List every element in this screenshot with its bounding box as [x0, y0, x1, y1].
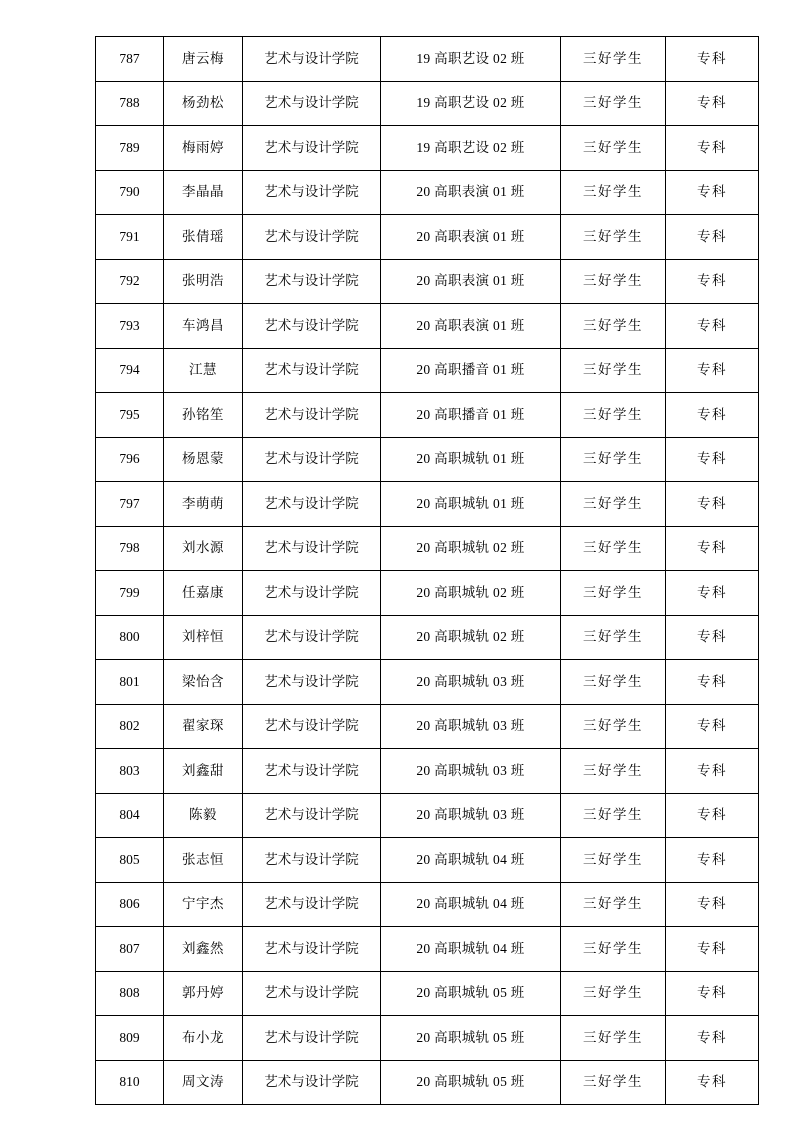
table-row — [96, 482, 759, 527]
cell-college: 艺术与设计学院 — [243, 882, 381, 927]
cell-level: 专科 — [666, 126, 759, 171]
table-row — [96, 882, 759, 927]
cell-level: 专科 — [666, 259, 759, 304]
cell-name: 唐云梅 — [164, 37, 243, 82]
cell-honor: 三好学生 — [561, 838, 666, 883]
cell-college: 艺术与设计学院 — [243, 1016, 381, 1061]
table-row — [96, 793, 759, 838]
table-row — [96, 304, 759, 349]
cell-index: 787 — [96, 37, 164, 82]
cell-college: 艺术与设计学院 — [243, 348, 381, 393]
cell-college: 艺术与设计学院 — [243, 482, 381, 527]
table-row — [96, 393, 759, 438]
cell-index: 795 — [96, 393, 164, 438]
table-row — [96, 437, 759, 482]
cell-level: 专科 — [666, 971, 759, 1016]
cell-name: 郭丹婷 — [164, 971, 243, 1016]
cell-honor: 三好学生 — [561, 348, 666, 393]
cell-name: 布小龙 — [164, 1016, 243, 1061]
table-row — [96, 927, 759, 972]
cell-index: 788 — [96, 81, 164, 126]
cell-index: 792 — [96, 259, 164, 304]
cell-index: 789 — [96, 126, 164, 171]
cell-class: 20 高职表演 01 班 — [381, 215, 561, 260]
cell-class: 19 高职艺设 02 班 — [381, 126, 561, 171]
table-row — [96, 526, 759, 571]
cell-name: 杨恩蒙 — [164, 437, 243, 482]
cell-class: 20 高职城轨 03 班 — [381, 704, 561, 749]
table-row — [96, 37, 759, 82]
table-row — [96, 348, 759, 393]
cell-index: 805 — [96, 838, 164, 883]
cell-level: 专科 — [666, 304, 759, 349]
cell-index: 798 — [96, 526, 164, 571]
cell-class: 20 高职城轨 05 班 — [381, 1016, 561, 1061]
cell-class: 20 高职城轨 03 班 — [381, 793, 561, 838]
cell-index: 809 — [96, 1016, 164, 1061]
cell-honor: 三好学生 — [561, 259, 666, 304]
cell-honor: 三好学生 — [561, 304, 666, 349]
cell-index: 801 — [96, 660, 164, 705]
cell-level: 专科 — [666, 348, 759, 393]
cell-level: 专科 — [666, 437, 759, 482]
cell-class: 20 高职城轨 04 班 — [381, 838, 561, 883]
table-row — [96, 215, 759, 260]
cell-name: 张倩瑶 — [164, 215, 243, 260]
cell-class: 20 高职城轨 03 班 — [381, 660, 561, 705]
cell-college: 艺术与设计学院 — [243, 437, 381, 482]
cell-level: 专科 — [666, 215, 759, 260]
table-row — [96, 660, 759, 705]
cell-index: 803 — [96, 749, 164, 794]
cell-college: 艺术与设计学院 — [243, 215, 381, 260]
cell-college: 艺术与设计学院 — [243, 304, 381, 349]
cell-class: 20 高职播音 01 班 — [381, 393, 561, 438]
cell-level: 专科 — [666, 81, 759, 126]
cell-level: 专科 — [666, 793, 759, 838]
cell-index: 806 — [96, 882, 164, 927]
table-row — [96, 749, 759, 794]
cell-name: 张明浩 — [164, 259, 243, 304]
cell-college: 艺术与设计学院 — [243, 81, 381, 126]
table-row — [96, 126, 759, 171]
cell-honor: 三好学生 — [561, 215, 666, 260]
student-honor-table — [95, 36, 759, 1105]
cell-index: 800 — [96, 615, 164, 660]
cell-index: 796 — [96, 437, 164, 482]
cell-name: 江慧 — [164, 348, 243, 393]
table-row — [96, 1060, 759, 1105]
cell-honor: 三好学生 — [561, 482, 666, 527]
cell-honor: 三好学生 — [561, 1016, 666, 1061]
cell-name: 梅雨婷 — [164, 126, 243, 171]
cell-name: 刘鑫甜 — [164, 749, 243, 794]
cell-level: 专科 — [666, 749, 759, 794]
cell-index: 794 — [96, 348, 164, 393]
cell-name: 张志恒 — [164, 838, 243, 883]
table-body — [96, 37, 759, 1105]
cell-index: 808 — [96, 971, 164, 1016]
cell-college: 艺术与设计学院 — [243, 749, 381, 794]
cell-class: 20 高职表演 01 班 — [381, 170, 561, 215]
cell-honor: 三好学生 — [561, 704, 666, 749]
cell-name: 周文涛 — [164, 1060, 243, 1105]
cell-honor: 三好学生 — [561, 749, 666, 794]
cell-class: 20 高职城轨 05 班 — [381, 1060, 561, 1105]
cell-name: 孙铭笙 — [164, 393, 243, 438]
cell-college: 艺术与设计学院 — [243, 259, 381, 304]
cell-honor: 三好学生 — [561, 170, 666, 215]
cell-college: 艺术与设计学院 — [243, 393, 381, 438]
table-row — [96, 615, 759, 660]
table-row — [96, 259, 759, 304]
cell-class: 20 高职表演 01 班 — [381, 304, 561, 349]
cell-college: 艺术与设计学院 — [243, 927, 381, 972]
cell-college: 艺术与设计学院 — [243, 793, 381, 838]
cell-college: 艺术与设计学院 — [243, 126, 381, 171]
cell-level: 专科 — [666, 37, 759, 82]
cell-college: 艺术与设计学院 — [243, 615, 381, 660]
cell-name: 车鸿昌 — [164, 304, 243, 349]
cell-honor: 三好学生 — [561, 37, 666, 82]
cell-college: 艺术与设计学院 — [243, 1060, 381, 1105]
cell-class: 20 高职城轨 05 班 — [381, 971, 561, 1016]
table-row — [96, 170, 759, 215]
cell-class: 20 高职表演 01 班 — [381, 259, 561, 304]
cell-index: 799 — [96, 571, 164, 616]
cell-name: 宁宇杰 — [164, 882, 243, 927]
cell-level: 专科 — [666, 615, 759, 660]
cell-level: 专科 — [666, 882, 759, 927]
cell-honor: 三好学生 — [561, 81, 666, 126]
cell-name: 刘梓恒 — [164, 615, 243, 660]
cell-index: 793 — [96, 304, 164, 349]
cell-name: 刘鑫然 — [164, 927, 243, 972]
cell-class: 20 高职城轨 04 班 — [381, 882, 561, 927]
cell-honor: 三好学生 — [561, 882, 666, 927]
cell-class: 20 高职播音 01 班 — [381, 348, 561, 393]
cell-college: 艺术与设计学院 — [243, 170, 381, 215]
table-row — [96, 971, 759, 1016]
cell-honor: 三好学生 — [561, 393, 666, 438]
cell-level: 专科 — [666, 526, 759, 571]
cell-honor: 三好学生 — [561, 437, 666, 482]
cell-level: 专科 — [666, 838, 759, 883]
cell-class: 20 高职城轨 01 班 — [381, 437, 561, 482]
cell-level: 专科 — [666, 170, 759, 215]
cell-college: 艺术与设计学院 — [243, 704, 381, 749]
cell-name: 杨劲松 — [164, 81, 243, 126]
table-row — [96, 571, 759, 616]
cell-honor: 三好学生 — [561, 571, 666, 616]
cell-level: 专科 — [666, 660, 759, 705]
cell-class: 20 高职城轨 01 班 — [381, 482, 561, 527]
cell-college: 艺术与设计学院 — [243, 838, 381, 883]
cell-level: 专科 — [666, 927, 759, 972]
cell-name: 梁怡含 — [164, 660, 243, 705]
cell-honor: 三好学生 — [561, 660, 666, 705]
cell-level: 专科 — [666, 393, 759, 438]
cell-class: 19 高职艺设 02 班 — [381, 37, 561, 82]
cell-level: 专科 — [666, 1060, 759, 1105]
cell-college: 艺术与设计学院 — [243, 660, 381, 705]
table-row — [96, 704, 759, 749]
cell-level: 专科 — [666, 1016, 759, 1061]
cell-index: 810 — [96, 1060, 164, 1105]
cell-honor: 三好学生 — [561, 126, 666, 171]
cell-honor: 三好学生 — [561, 793, 666, 838]
cell-class: 20 高职城轨 02 班 — [381, 571, 561, 616]
cell-honor: 三好学生 — [561, 927, 666, 972]
cell-class: 20 高职城轨 03 班 — [381, 749, 561, 794]
cell-honor: 三好学生 — [561, 1060, 666, 1105]
cell-college: 艺术与设计学院 — [243, 571, 381, 616]
cell-index: 790 — [96, 170, 164, 215]
cell-name: 李晶晶 — [164, 170, 243, 215]
cell-index: 804 — [96, 793, 164, 838]
cell-index: 791 — [96, 215, 164, 260]
cell-level: 专科 — [666, 482, 759, 527]
cell-college: 艺术与设计学院 — [243, 526, 381, 571]
cell-index: 797 — [96, 482, 164, 527]
cell-level: 专科 — [666, 704, 759, 749]
table-row — [96, 81, 759, 126]
table-row — [96, 838, 759, 883]
cell-index: 802 — [96, 704, 164, 749]
cell-class: 19 高职艺设 02 班 — [381, 81, 561, 126]
cell-index: 807 — [96, 927, 164, 972]
cell-honor: 三好学生 — [561, 526, 666, 571]
cell-name: 翟家琛 — [164, 704, 243, 749]
cell-class: 20 高职城轨 02 班 — [381, 615, 561, 660]
cell-class: 20 高职城轨 02 班 — [381, 526, 561, 571]
cell-college: 艺术与设计学院 — [243, 971, 381, 1016]
cell-name: 李萌萌 — [164, 482, 243, 527]
cell-name: 刘水源 — [164, 526, 243, 571]
table-row — [96, 1016, 759, 1061]
cell-honor: 三好学生 — [561, 971, 666, 1016]
cell-honor: 三好学生 — [561, 615, 666, 660]
cell-name: 任嘉康 — [164, 571, 243, 616]
cell-class: 20 高职城轨 04 班 — [381, 927, 561, 972]
cell-name: 陈毅 — [164, 793, 243, 838]
cell-college: 艺术与设计学院 — [243, 37, 381, 82]
cell-level: 专科 — [666, 571, 759, 616]
